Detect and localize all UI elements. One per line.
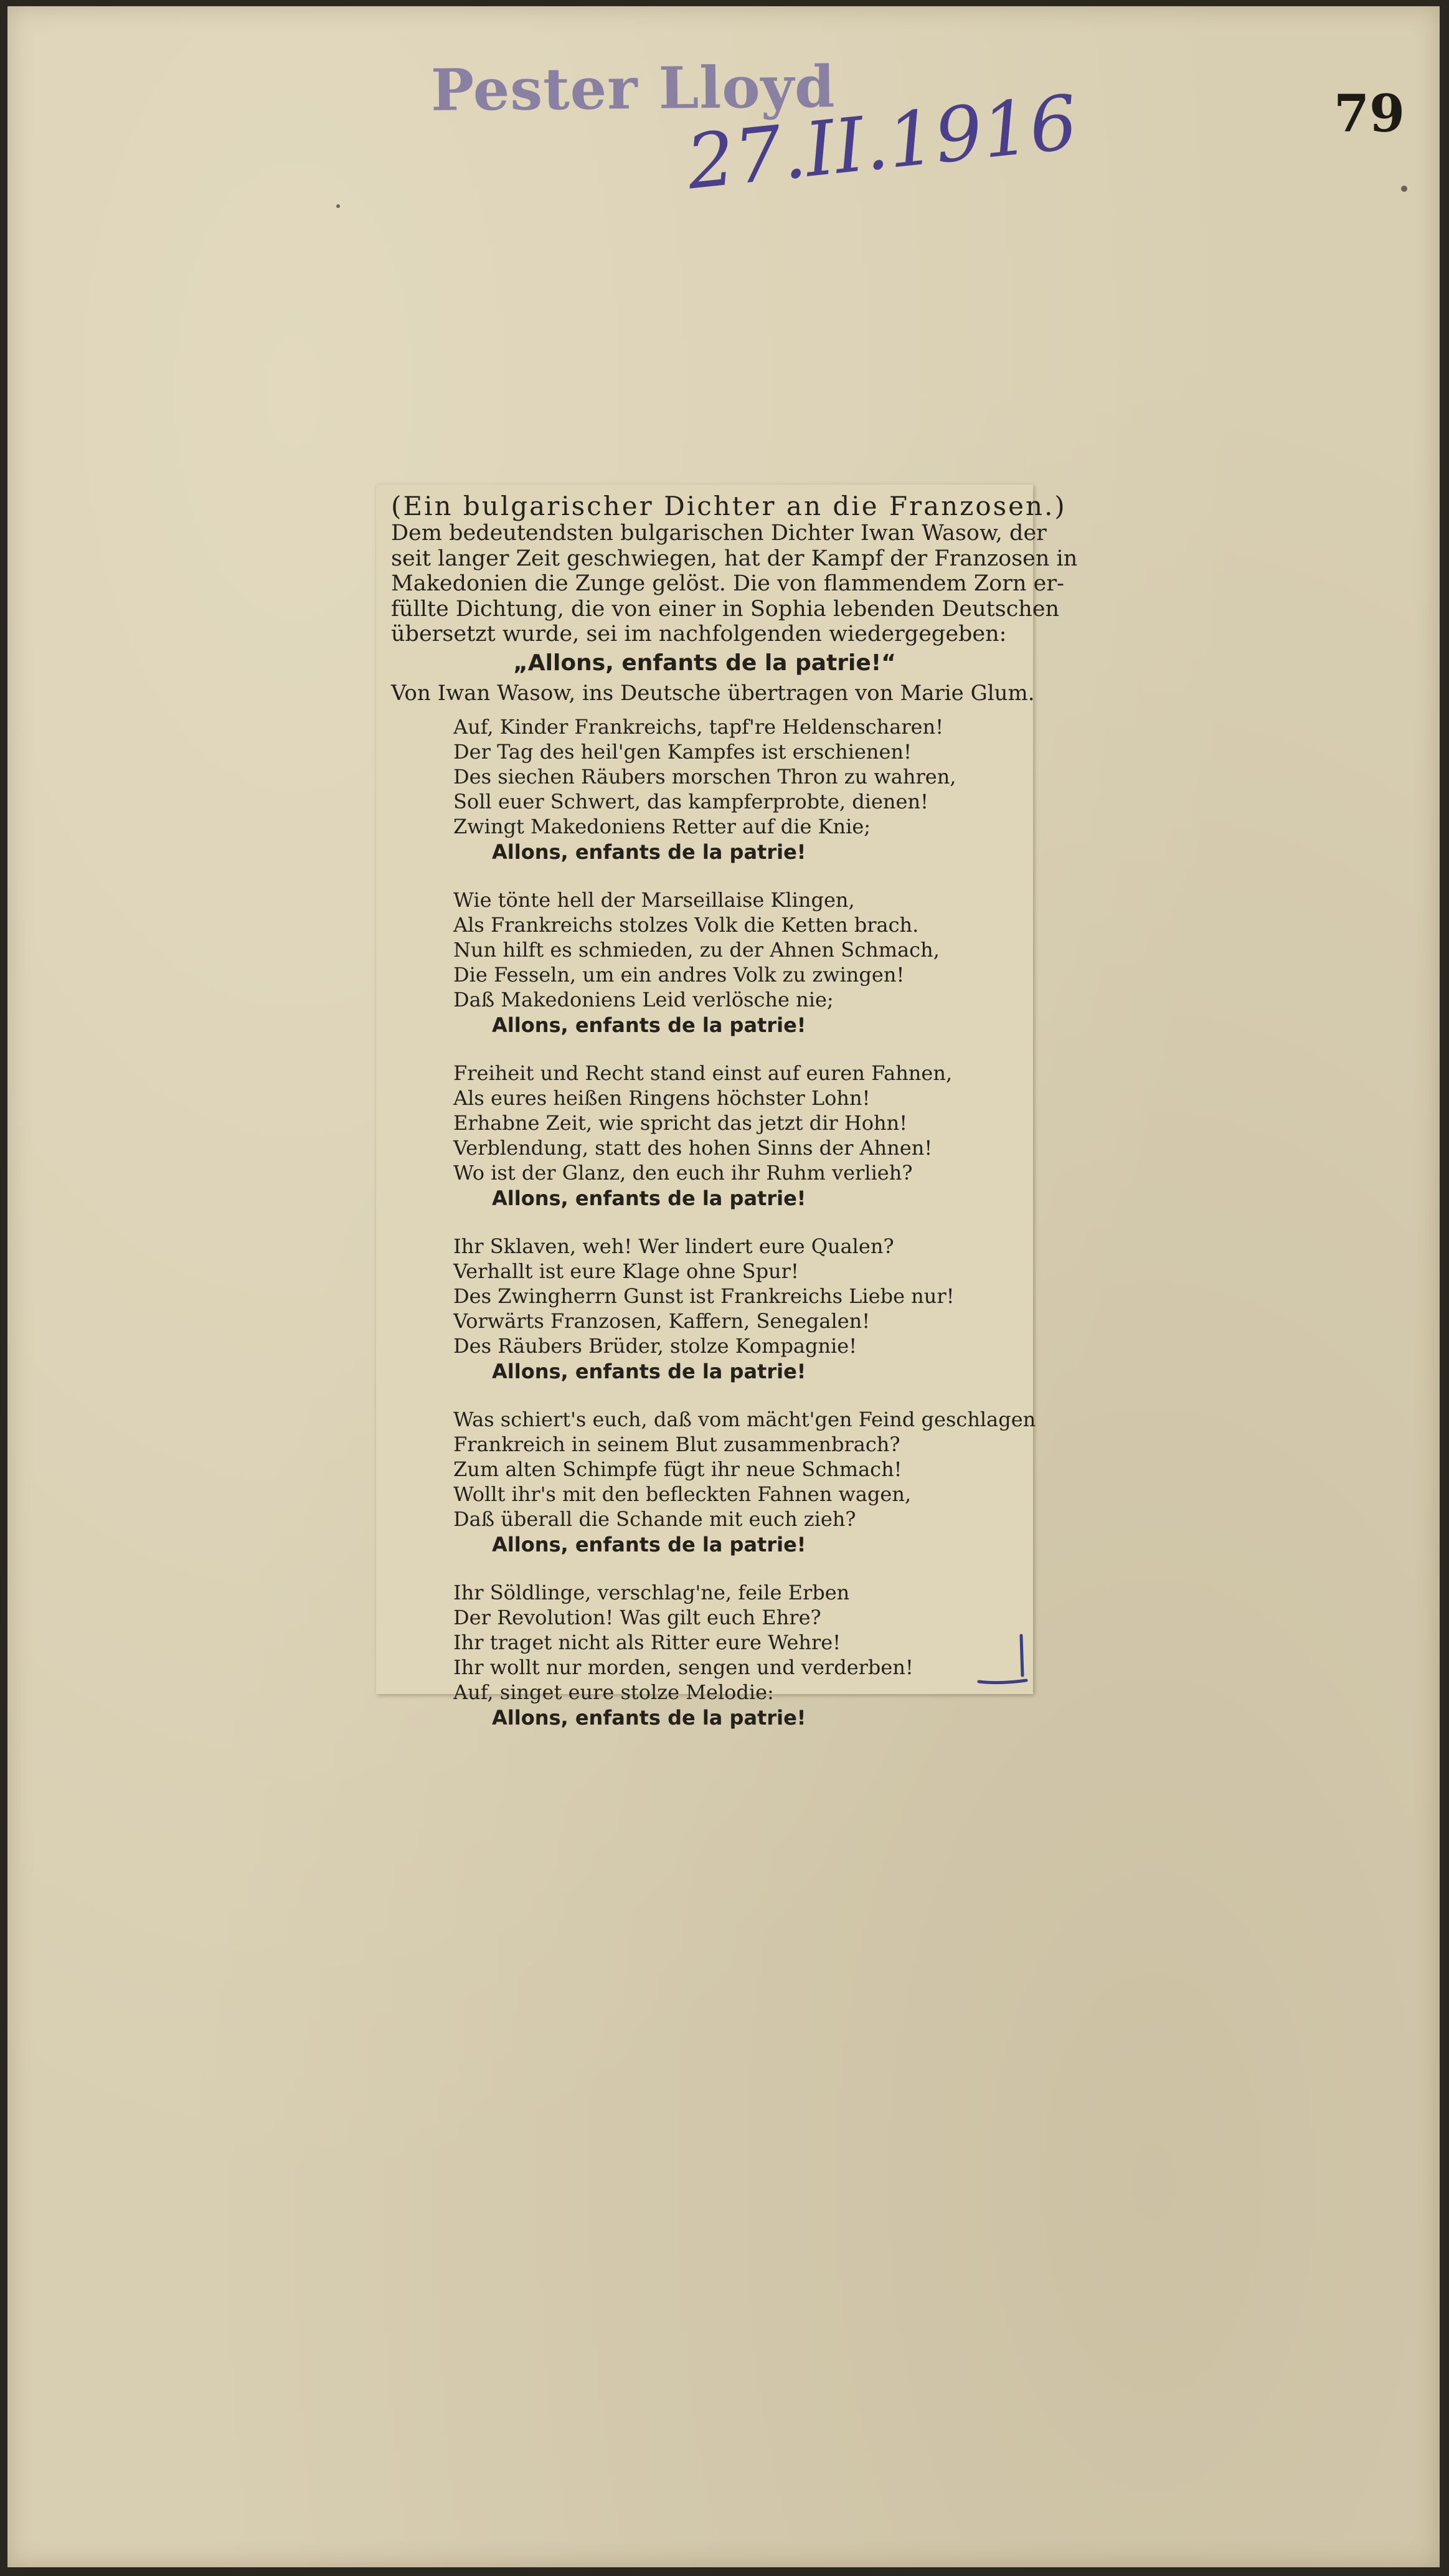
verse-line: Die Fesseln, um ein andres Volk zu zwingen! [453, 962, 905, 987]
verse-line: Des siechen Räubers morschen Thron zu wahren, [453, 764, 956, 788]
verse-line: Wollt ihr's mit den befleckten Fahnen wagen, [453, 1482, 912, 1506]
poem-stanza [391, 888, 1018, 1038]
poem-stanza [391, 1061, 1018, 1211]
verse-line: Was schiert's euch, daß vom mächt'gen Feind geschlagen [453, 1407, 1036, 1431]
verse-line: Ihr Sklaven, weh! Wer lindert eure Qualen? [453, 1234, 894, 1258]
verse-line: Wie tönte hell der Marseillaise Klingen, [453, 888, 855, 912]
margin-speck [336, 204, 340, 208]
refrain-line: Allons, enfants de la patrie! [492, 1532, 806, 1556]
verse-line: Verblendung, statt des hohen Sinns der Ahnen! [453, 1135, 933, 1160]
poem-stanza [391, 1580, 1018, 1731]
verse-line: Soll euer Schwert, das kampferprobte, dienen! [453, 789, 928, 813]
poem-byline: Von Iwan Wasow, ins Deutsche übertragen von Marie Glum. [391, 680, 1035, 706]
verse-line: Vorwärts Franzosen, Kaffern, Senegalen! [453, 1309, 871, 1333]
intro-line: Dem bedeutendsten bulgarischen Dichter Iwan Wasow, der [391, 521, 1047, 546]
intro-line: füllte Dichtung, die von einer in Sophia lebenden Deutschen [391, 596, 1060, 622]
verse-line: Auf, Kinder Frankreichs, tapf're Heldenscharen! [453, 714, 944, 739]
verse-line: Des Zwingherrn Gunst ist Frankreichs Liebe nur! [453, 1284, 955, 1308]
refrain-line: Allons, enfants de la patrie! [492, 840, 806, 864]
verse-line: Daß Makedoniens Leid verlösche nie; [453, 987, 834, 1011]
verse-line: Der Revolution! Was gilt euch Ehre? [453, 1605, 821, 1629]
poem-stanza [391, 1407, 1036, 1558]
verse-line: Als Frankreichs stolzes Volk die Ketten brach. [453, 912, 919, 937]
poem-title: „Allons, enfants de la patrie!“ [513, 650, 896, 676]
clipping-intro [391, 521, 1078, 647]
verse-line: Ihr traget nicht als Ritter eure Wehre! [453, 1630, 841, 1654]
verse-line: Zum alten Schimpfe fügt ihr neue Schmach! [453, 1457, 902, 1481]
verse-line: Zwingt Makedoniens Retter auf die Knie; [453, 814, 871, 838]
verse-line: Der Tag des heil'gen Kampfes ist erschienen! [453, 739, 912, 764]
verse-line: Ihr wollt nur morden, sengen und verderben! [453, 1655, 913, 1679]
verse-line: Nun hilft es schmieden, zu der Ahnen Schmach, [453, 937, 940, 962]
refrain-line: Allons, enfants de la patrie! [492, 1186, 806, 1210]
intro-line: Makedonien die Zunge gelöst. Die von flammendem Zorn er- [391, 571, 1064, 596]
refrain-line: Allons, enfants de la patrie! [492, 1359, 806, 1383]
verse-line: Daß überall die Schande mit euch zieh? [453, 1507, 856, 1531]
refrain-line: Allons, enfants de la patrie! [492, 1013, 806, 1037]
verse-line: Freiheit und Recht stand einst auf euren Fahnen, [453, 1061, 953, 1085]
handwritten-date: 27.II.1916 [682, 79, 1082, 207]
margin-speck [1401, 186, 1407, 192]
poem-stanza [391, 1234, 1018, 1385]
poem-stanza [391, 714, 1018, 865]
newspaper-stamp: Pester Lloyd [430, 53, 836, 124]
verse-line: Als eures heißen Ringens höchster Lohn! [453, 1086, 871, 1110]
verse-line: Auf, singet eure stolze Melodie: [453, 1680, 774, 1704]
verse-line: Wo ist der Glanz, den euch ihr Ruhm verlieh? [453, 1160, 913, 1185]
pen-bracket-mark [975, 1632, 1031, 1688]
intro-line: übersetzt wurde, sei im nachfolgenden wiedergegeben: [391, 622, 1007, 646]
verse-line: Erhabne Zeit, wie spricht das jetzt dir Hohn! [453, 1110, 908, 1135]
archive-sheet [7, 6, 1440, 2567]
newspaper-clipping [376, 485, 1078, 1730]
verse-line: Ihr Söldlinge, verschlag'ne, feile Erben [453, 1580, 850, 1604]
verse-line: Frankreich in seinem Blut zusammenbrach? [453, 1432, 900, 1456]
clipping-title: (Ein bulgarischer Dichter an die Franzosen.) [391, 491, 1067, 521]
refrain-line: Allons, enfants de la patrie! [492, 1705, 806, 1730]
verse-line: Verhallt ist eure Klage ohne Spur! [453, 1259, 799, 1283]
page-number: 79 [1334, 84, 1405, 144]
intro-line: seit langer Zeit geschwiegen, hat der Kampf der Franzosen in [391, 546, 1078, 571]
verse-line: Des Räubers Brüder, stolze Kompagnie! [453, 1333, 857, 1358]
